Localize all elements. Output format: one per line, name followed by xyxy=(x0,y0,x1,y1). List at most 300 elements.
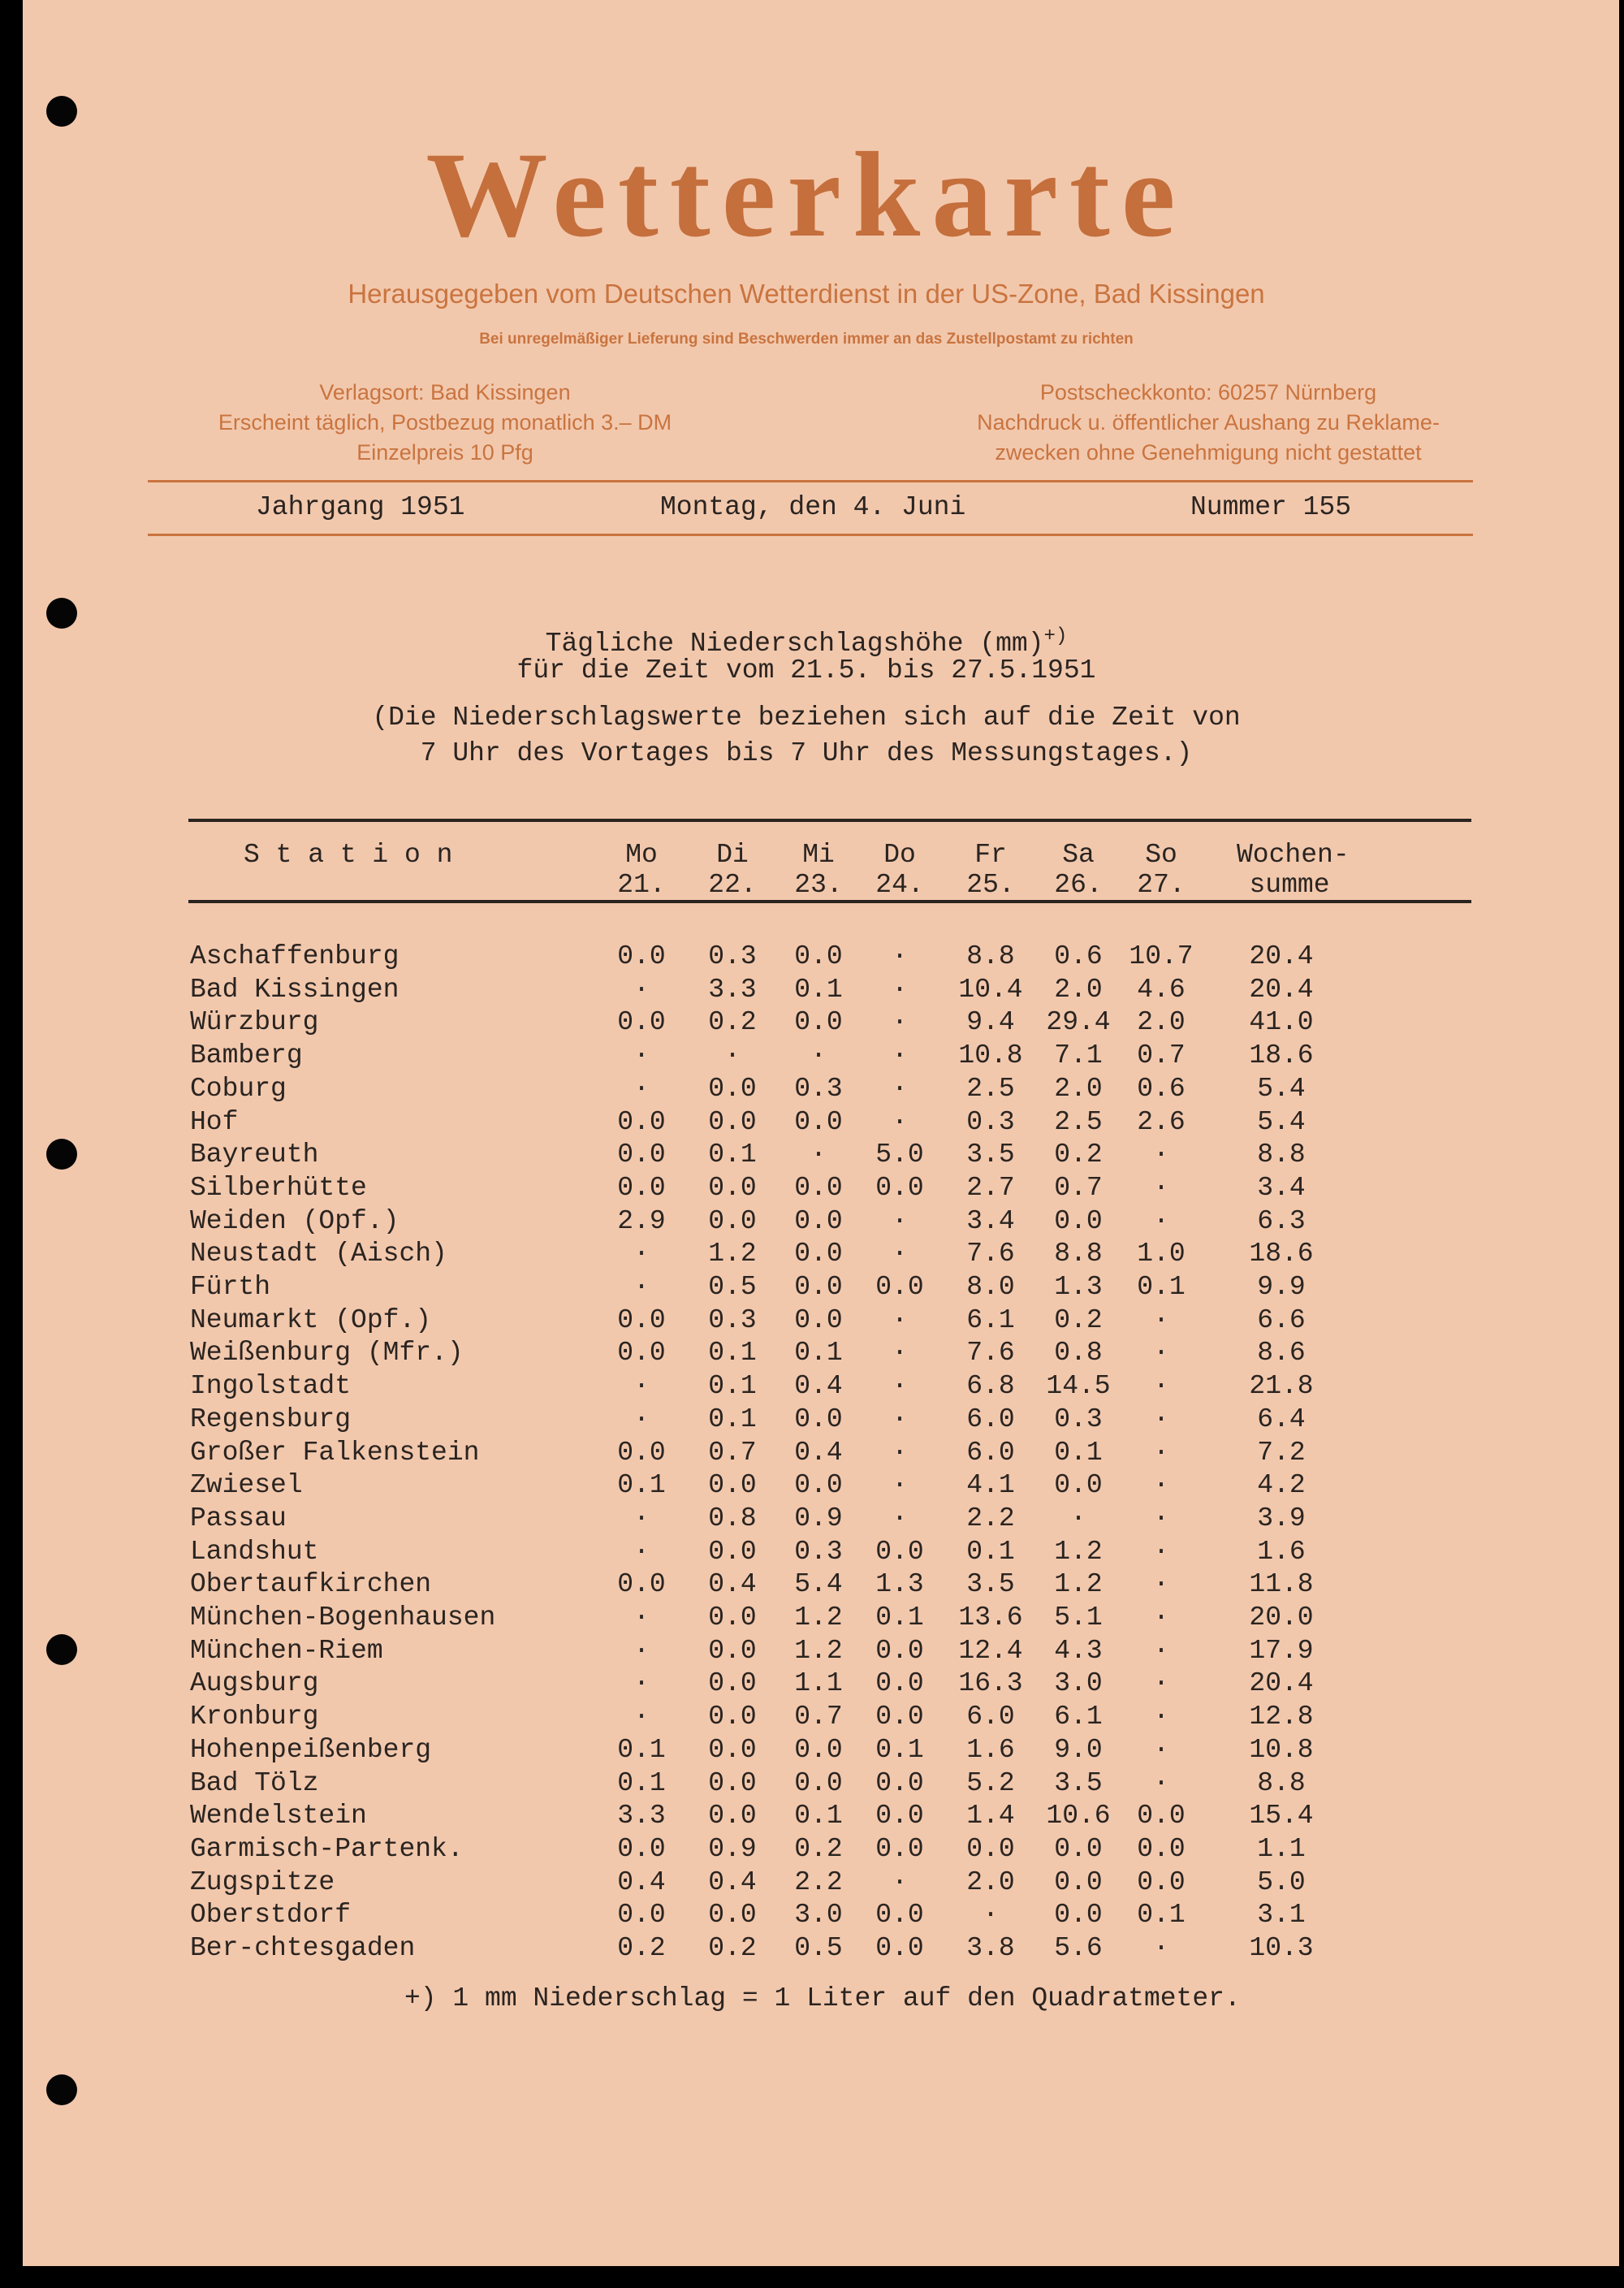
precip-value: 0.3 xyxy=(794,1537,843,1567)
precip-value: 5.6 xyxy=(1054,1933,1103,1963)
precip-value: · xyxy=(892,1470,908,1500)
precip-value: · xyxy=(892,941,908,971)
column-header-date: 24. xyxy=(875,870,924,900)
precip-value: 4.1 xyxy=(966,1470,1015,1500)
issue-date: Montag, den 4. Juni xyxy=(660,492,966,522)
precip-value: 10.7 xyxy=(1129,941,1194,971)
precip-value: 3.8 xyxy=(966,1933,1015,1963)
precip-value: 0.0 xyxy=(708,1668,757,1698)
precip-value: 0.0 xyxy=(1054,1867,1103,1897)
precip-value: 0.7 xyxy=(1137,1040,1186,1070)
precip-value: 0.7 xyxy=(794,1702,843,1732)
precip-value: 3.4 xyxy=(1257,1173,1306,1203)
station-name: Passau xyxy=(190,1503,287,1533)
precip-value: 0.0 xyxy=(794,1305,843,1335)
precip-value: 0.1 xyxy=(617,1768,666,1798)
precip-value: 0.0 xyxy=(875,1801,924,1831)
precip-value: 2.6 xyxy=(1137,1107,1186,1137)
precip-value: · xyxy=(892,1404,908,1434)
precip-value: 0.1 xyxy=(794,1801,843,1831)
masthead-info-left xyxy=(169,378,721,468)
masthead-info-right xyxy=(916,378,1501,468)
precip-value: 5.2 xyxy=(966,1768,1015,1798)
info-left-line: Verlagsort: Bad Kissingen xyxy=(319,380,571,404)
precip-value: 6.1 xyxy=(1054,1702,1103,1732)
precip-value: 6.4 xyxy=(1257,1404,1306,1434)
precip-value: · xyxy=(983,1900,999,1930)
precip-value: 0.4 xyxy=(794,1371,843,1401)
precip-value: 0.1 xyxy=(708,1404,757,1434)
column-header-day: Mi xyxy=(802,840,835,870)
punch-hole xyxy=(46,1139,77,1170)
masthead-rule-top xyxy=(148,480,1473,482)
precip-value: 1.1 xyxy=(794,1668,843,1698)
masthead-title: Wetterkarte xyxy=(425,128,1187,262)
precip-value: 8.6 xyxy=(1257,1338,1306,1368)
precip-value: 0.0 xyxy=(708,1801,757,1831)
precip-value: · xyxy=(892,1206,908,1236)
precip-value: 1.2 xyxy=(1054,1537,1103,1567)
precip-value: 9.9 xyxy=(1257,1272,1306,1302)
precip-value: 0.0 xyxy=(708,1206,757,1236)
precip-value: 6.6 xyxy=(1257,1305,1306,1335)
precip-value: 2.5 xyxy=(1054,1107,1103,1137)
station-name: Neustadt (Aisch) xyxy=(190,1239,447,1269)
precip-value: 12.8 xyxy=(1249,1702,1314,1732)
station-name: Bamberg xyxy=(190,1040,303,1070)
precip-value: 0.0 xyxy=(875,1834,924,1864)
precip-value: 6.0 xyxy=(966,1404,1015,1434)
station-name: Bad Tölz xyxy=(190,1768,319,1798)
precip-value: 10.8 xyxy=(958,1040,1023,1070)
precip-value: 0.0 xyxy=(875,1537,924,1567)
precip-value: 7.6 xyxy=(966,1239,1015,1269)
heading-note2: 7 Uhr des Vortages bis 7 Uhr des Messungstages.) xyxy=(420,738,1193,768)
precip-value: 0.1 xyxy=(708,1140,757,1170)
precip-value: 1.0 xyxy=(1137,1239,1186,1269)
precip-value: · xyxy=(1153,1735,1169,1765)
precip-value: · xyxy=(892,1338,908,1368)
precip-value: 20.4 xyxy=(1249,975,1314,1005)
column-header-day: Di xyxy=(716,840,749,870)
precip-value: 3.3 xyxy=(708,975,757,1005)
precip-value: 13.6 xyxy=(958,1602,1023,1633)
precip-value: · xyxy=(892,1305,908,1335)
heading-footnote-mark: +) xyxy=(1043,625,1068,647)
precip-value: 1.1 xyxy=(1257,1834,1306,1864)
precip-value: · xyxy=(633,1404,650,1434)
precip-value: · xyxy=(1153,1173,1169,1203)
precip-value: 0.2 xyxy=(708,1007,757,1037)
column-header-date: 23. xyxy=(794,870,843,900)
precip-value: 0.3 xyxy=(708,941,757,971)
station-name: Würzburg xyxy=(190,1007,319,1037)
precip-value: 21.8 xyxy=(1249,1371,1314,1401)
precip-value: 8.0 xyxy=(966,1272,1015,1302)
precip-value: 9.0 xyxy=(1054,1735,1103,1765)
precip-value: 9.4 xyxy=(966,1007,1015,1037)
precip-value: · xyxy=(633,1636,650,1666)
precip-value: 8.8 xyxy=(966,941,1015,971)
precip-value: 2.7 xyxy=(966,1173,1015,1203)
precip-value: 5.4 xyxy=(1257,1107,1306,1137)
precip-value: · xyxy=(892,1239,908,1269)
precip-value: 2.2 xyxy=(794,1867,843,1897)
precip-value: 0.0 xyxy=(875,1933,924,1963)
precip-value: 0.0 xyxy=(966,1834,1015,1864)
punch-hole xyxy=(46,96,77,127)
precip-value: · xyxy=(892,1074,908,1104)
issue-number: Nummer 155 xyxy=(1190,492,1352,522)
column-header-date: 27. xyxy=(1137,870,1186,900)
precip-value: 14.5 xyxy=(1046,1371,1111,1401)
precip-value: · xyxy=(1153,1537,1169,1567)
precip-value: · xyxy=(1153,1503,1169,1533)
precip-value: 0.0 xyxy=(1054,1470,1103,1500)
info-left-line: Erscheint täglich, Postbezug monatlich 3.– DM xyxy=(218,410,672,435)
column-header-day: Wochen- xyxy=(1237,840,1350,870)
punch-hole xyxy=(46,1634,77,1665)
precip-value: 0.0 xyxy=(1054,1900,1103,1930)
precip-value: 0.5 xyxy=(708,1272,757,1302)
precip-value: · xyxy=(810,1140,827,1170)
station-name: Weißenburg (Mfr.) xyxy=(190,1338,464,1368)
station-name: Zwiesel xyxy=(190,1470,303,1500)
column-header-date: summe xyxy=(1249,870,1330,900)
precip-value: 0.0 xyxy=(708,1768,757,1798)
column-header-date: 26. xyxy=(1054,870,1103,900)
precip-value: 0.3 xyxy=(1054,1404,1103,1434)
station-name: Augsburg xyxy=(190,1668,319,1698)
precip-value: · xyxy=(892,1107,908,1137)
precip-value: 2.9 xyxy=(617,1206,666,1236)
precip-value: · xyxy=(1070,1503,1086,1533)
precip-value: 0.0 xyxy=(1137,1867,1186,1897)
precip-value: · xyxy=(633,1074,650,1104)
column-header-date: 25. xyxy=(966,870,1015,900)
precip-value: 8.8 xyxy=(1054,1239,1103,1269)
station-name: Neumarkt (Opf.) xyxy=(190,1305,432,1335)
station-name: Bayreuth xyxy=(190,1140,319,1170)
precip-value: 29.4 xyxy=(1046,1007,1111,1037)
precip-value: 0.0 xyxy=(794,1470,843,1500)
info-right-line: Nachdruck u. öffentlicher Aushang zu Reklame- xyxy=(977,410,1440,435)
station-name: Kronburg xyxy=(190,1702,319,1732)
precip-value: 3.0 xyxy=(794,1900,843,1930)
info-left-line: Einzelpreis 10 Pfg xyxy=(356,440,533,465)
precip-value: 0.0 xyxy=(708,1602,757,1633)
precip-value: · xyxy=(1153,1933,1169,1963)
station-name: Regensburg xyxy=(190,1404,352,1434)
precip-value: · xyxy=(892,975,908,1005)
precip-value: · xyxy=(633,1668,650,1698)
precip-value: 0.1 xyxy=(794,975,843,1005)
precip-value: 3.1 xyxy=(1257,1900,1306,1930)
precip-value: 0.8 xyxy=(1054,1338,1103,1368)
station-name: München-Bogenhausen xyxy=(190,1602,496,1633)
precip-value: 1.6 xyxy=(966,1735,1015,1765)
precip-value: · xyxy=(1153,1602,1169,1633)
precip-value: 0.3 xyxy=(794,1074,843,1104)
precip-value: 0.0 xyxy=(794,1173,843,1203)
station-name: Obertaufkirchen xyxy=(190,1569,432,1599)
table-rule-top xyxy=(188,819,1471,822)
precip-value: 5.0 xyxy=(1257,1867,1306,1897)
precip-value: 0.0 xyxy=(1054,1206,1103,1236)
heading-note1: (Die Niederschlagswerte beziehen sich auf die Zeit von xyxy=(372,703,1241,733)
precip-value: · xyxy=(633,1272,650,1302)
precip-value: 1.6 xyxy=(1257,1537,1306,1567)
precip-value: 7.2 xyxy=(1257,1438,1306,1468)
precip-value: 16.3 xyxy=(958,1668,1023,1698)
precip-value: · xyxy=(633,975,650,1005)
precip-value: · xyxy=(633,1602,650,1633)
precip-value: · xyxy=(892,1040,908,1070)
precip-value: 2.0 xyxy=(1137,1007,1186,1037)
issue-year: Jahrgang 1951 xyxy=(256,492,465,522)
precip-value: 0.0 xyxy=(708,1107,757,1137)
precip-value: 2.0 xyxy=(1054,975,1103,1005)
precip-value: 0.0 xyxy=(708,1470,757,1500)
station-name: Weiden (Opf.) xyxy=(190,1206,400,1236)
column-header-day: So xyxy=(1145,840,1177,870)
precip-value: · xyxy=(892,1371,908,1401)
footnote: +) 1 mm Niederschlag = 1 Liter auf den Quadratmeter. xyxy=(404,1983,1241,2013)
precip-value: · xyxy=(892,1867,908,1897)
precip-value: 6.1 xyxy=(966,1305,1015,1335)
precip-value: 3.5 xyxy=(1054,1768,1103,1798)
precip-value: · xyxy=(1153,1470,1169,1500)
precip-value: · xyxy=(892,1503,908,1533)
precip-value: 0.1 xyxy=(1054,1438,1103,1468)
precip-value: 0.4 xyxy=(794,1438,843,1468)
precip-value: · xyxy=(810,1040,827,1070)
precip-value: 6.3 xyxy=(1257,1206,1306,1236)
precip-value: 0.0 xyxy=(875,1702,924,1732)
precip-value: 3.9 xyxy=(1257,1503,1306,1533)
precip-value: 0.0 xyxy=(794,1768,843,1798)
station-name: Bad Kissingen xyxy=(190,975,400,1005)
precip-value: · xyxy=(633,1702,650,1732)
precip-value: 10.3 xyxy=(1249,1933,1314,1963)
precip-value: 0.0 xyxy=(794,1404,843,1434)
precip-value: · xyxy=(892,1007,908,1037)
precip-value: 1.2 xyxy=(708,1239,757,1269)
precip-value: 0.9 xyxy=(794,1503,843,1533)
precip-value: 10.4 xyxy=(958,975,1023,1005)
precip-value: 5.4 xyxy=(1257,1074,1306,1104)
precip-value: 0.2 xyxy=(1054,1140,1103,1170)
station-name: Hof xyxy=(190,1107,239,1137)
precip-value: 0.9 xyxy=(708,1834,757,1864)
precip-value: 5.0 xyxy=(875,1140,924,1170)
station-name: Großer Falkenstein xyxy=(190,1438,480,1468)
precip-value: · xyxy=(633,1503,650,1533)
precip-value: 0.7 xyxy=(708,1438,757,1468)
station-name: Ber-chtesgaden xyxy=(190,1933,416,1963)
precip-value: 0.0 xyxy=(794,1239,843,1269)
precip-value: 0.2 xyxy=(708,1933,757,1963)
precip-value: · xyxy=(1153,1438,1169,1468)
station-name: Zugspitze xyxy=(190,1867,335,1897)
precip-value: 0.1 xyxy=(875,1735,924,1765)
precip-value: 0.5 xyxy=(794,1933,843,1963)
column-header-day: Sa xyxy=(1062,840,1095,870)
precip-value: 0.1 xyxy=(617,1470,666,1500)
precip-value: 4.2 xyxy=(1257,1470,1306,1500)
precip-value: 0.8 xyxy=(708,1503,757,1533)
precip-value: 0.0 xyxy=(708,1537,757,1567)
precip-value: 0.0 xyxy=(875,1173,924,1203)
precip-value: 0.7 xyxy=(1054,1173,1103,1203)
precip-value: 6.0 xyxy=(966,1702,1015,1732)
precip-value: 8.8 xyxy=(1257,1140,1306,1170)
precip-value: 0.0 xyxy=(875,1768,924,1798)
precip-value: 0.0 xyxy=(794,1007,843,1037)
precip-value: 0.4 xyxy=(708,1569,757,1599)
masthead-rule-bottom xyxy=(148,534,1473,536)
precip-value: 0.0 xyxy=(708,1702,757,1732)
precip-value: 1.3 xyxy=(875,1569,924,1599)
station-name: Aschaffenburg xyxy=(190,941,400,971)
precip-value: 0.3 xyxy=(708,1305,757,1335)
precip-value: · xyxy=(1153,1702,1169,1732)
precip-value: 3.3 xyxy=(617,1801,666,1831)
precip-value: 1.3 xyxy=(1054,1272,1103,1302)
precip-value: 0.6 xyxy=(1054,941,1103,971)
precip-value: 1.2 xyxy=(1054,1569,1103,1599)
precip-value: 0.0 xyxy=(708,1173,757,1203)
precip-value: 0.0 xyxy=(617,1140,666,1170)
info-right-line: Postscheckkonto: 60257 Nürnberg xyxy=(1039,380,1377,404)
precip-value: 0.0 xyxy=(617,1438,666,1468)
precip-value: 0.2 xyxy=(794,1834,843,1864)
precip-value: 0.0 xyxy=(617,1338,666,1368)
info-right-line: zwecken ohne Genehmigung nicht gestattet xyxy=(995,440,1422,465)
precip-value: 0.3 xyxy=(966,1107,1015,1137)
column-header-day: Fr xyxy=(974,840,1007,870)
precip-value: 6.0 xyxy=(966,1438,1015,1468)
precip-value: · xyxy=(1153,1636,1169,1666)
precip-value: 0.1 xyxy=(794,1338,843,1368)
heading-line1: Tägliche Niederschlagshöhe (mm) xyxy=(545,629,1044,659)
precip-value: 1.2 xyxy=(794,1602,843,1633)
precip-value: · xyxy=(1153,1206,1169,1236)
precip-value: 3.0 xyxy=(1054,1668,1103,1698)
precip-value: 2.0 xyxy=(966,1867,1015,1897)
precip-value: 15.4 xyxy=(1249,1801,1314,1831)
precip-value: 0.0 xyxy=(617,1173,666,1203)
precip-value: 3.5 xyxy=(966,1140,1015,1170)
precip-value: 7.6 xyxy=(966,1338,1015,1368)
precip-value: 7.1 xyxy=(1054,1040,1103,1070)
precip-value: 0.4 xyxy=(708,1867,757,1897)
precip-value: 17.9 xyxy=(1249,1636,1314,1666)
station-name: Oberstdorf xyxy=(190,1900,352,1930)
column-header-day: Mo xyxy=(625,840,658,870)
station-name: München-Riem xyxy=(190,1636,383,1666)
precip-value: 2.5 xyxy=(966,1074,1015,1104)
precip-value: 0.0 xyxy=(617,1107,666,1137)
precip-value: · xyxy=(1153,1569,1169,1599)
column-header-date: 22. xyxy=(708,870,757,900)
precip-value: 0.0 xyxy=(794,1735,843,1765)
precip-value: 5.4 xyxy=(794,1569,843,1599)
precip-value: 10.8 xyxy=(1249,1735,1314,1765)
precip-value: · xyxy=(1153,1371,1169,1401)
precip-value: 0.0 xyxy=(617,1569,666,1599)
station-name: Garmisch-Partenk. xyxy=(190,1834,464,1864)
precip-value: 0.0 xyxy=(708,1636,757,1666)
precip-value: 0.0 xyxy=(617,1900,666,1930)
precip-value: 0.0 xyxy=(617,1834,666,1864)
precip-value: 4.3 xyxy=(1054,1636,1103,1666)
precip-value: 8.8 xyxy=(1257,1768,1306,1798)
precip-value: 0.0 xyxy=(794,1206,843,1236)
precip-value: 5.1 xyxy=(1054,1602,1103,1633)
column-header-day: Do xyxy=(883,840,916,870)
precip-value: · xyxy=(633,1040,650,1070)
precip-value: 20.0 xyxy=(1249,1602,1314,1633)
precip-value: · xyxy=(1153,1338,1169,1368)
precip-value: 0.0 xyxy=(1137,1801,1186,1831)
station-name: Fürth xyxy=(190,1272,271,1302)
heading-line2: für die Zeit vom 21.5. bis 27.5.1951 xyxy=(516,655,1096,686)
column-header-date: 21. xyxy=(617,870,666,900)
precip-value: 0.0 xyxy=(708,1735,757,1765)
precip-value: 0.0 xyxy=(794,1272,843,1302)
precip-value: 0.0 xyxy=(1054,1834,1103,1864)
precip-value: 0.0 xyxy=(875,1668,924,1698)
precip-value: 0.0 xyxy=(794,941,843,971)
precip-value: · xyxy=(1153,1140,1169,1170)
precip-value: 3.4 xyxy=(966,1206,1015,1236)
precip-value: 11.8 xyxy=(1249,1569,1314,1599)
station-name: Hohenpeißenberg xyxy=(190,1735,432,1765)
precip-value: 2.0 xyxy=(1054,1074,1103,1104)
precip-value: 0.6 xyxy=(1137,1074,1186,1104)
precip-value: · xyxy=(892,1438,908,1468)
station-name: Wendelstein xyxy=(190,1801,367,1831)
precip-value: 0.0 xyxy=(617,1305,666,1335)
precip-value: 0.0 xyxy=(1137,1834,1186,1864)
precip-value: 0.0 xyxy=(875,1636,924,1666)
precip-value: 41.0 xyxy=(1249,1007,1314,1037)
precip-value: · xyxy=(1153,1668,1169,1698)
precip-value: 0.4 xyxy=(617,1867,666,1897)
precip-value: · xyxy=(633,1371,650,1401)
precip-value: 1.2 xyxy=(794,1636,843,1666)
precip-value: · xyxy=(1153,1305,1169,1335)
precip-value: 0.0 xyxy=(875,1272,924,1302)
precip-value: 6.8 xyxy=(966,1371,1015,1401)
precip-value: 0.1 xyxy=(875,1602,924,1633)
precip-value: 0.1 xyxy=(1137,1900,1186,1930)
station-header: S t a t i o n xyxy=(244,840,453,870)
precip-value: 0.0 xyxy=(708,1900,757,1930)
masthead-notice: Bei unregelmäßiger Lieferung sind Beschwerden immer an das Zustellpostamt zu richten xyxy=(479,331,1134,348)
station-name: Coburg xyxy=(190,1074,287,1104)
precip-value: 0.1 xyxy=(1137,1272,1186,1302)
precip-value: 0.1 xyxy=(708,1371,757,1401)
precip-value: · xyxy=(1153,1404,1169,1434)
precip-value: 4.6 xyxy=(1137,975,1186,1005)
precip-value: 0.1 xyxy=(708,1338,757,1368)
precip-value: 0.0 xyxy=(708,1074,757,1104)
precip-value: 20.4 xyxy=(1249,1668,1314,1698)
precip-value: 0.0 xyxy=(875,1900,924,1930)
precip-value: 10.6 xyxy=(1046,1801,1111,1831)
